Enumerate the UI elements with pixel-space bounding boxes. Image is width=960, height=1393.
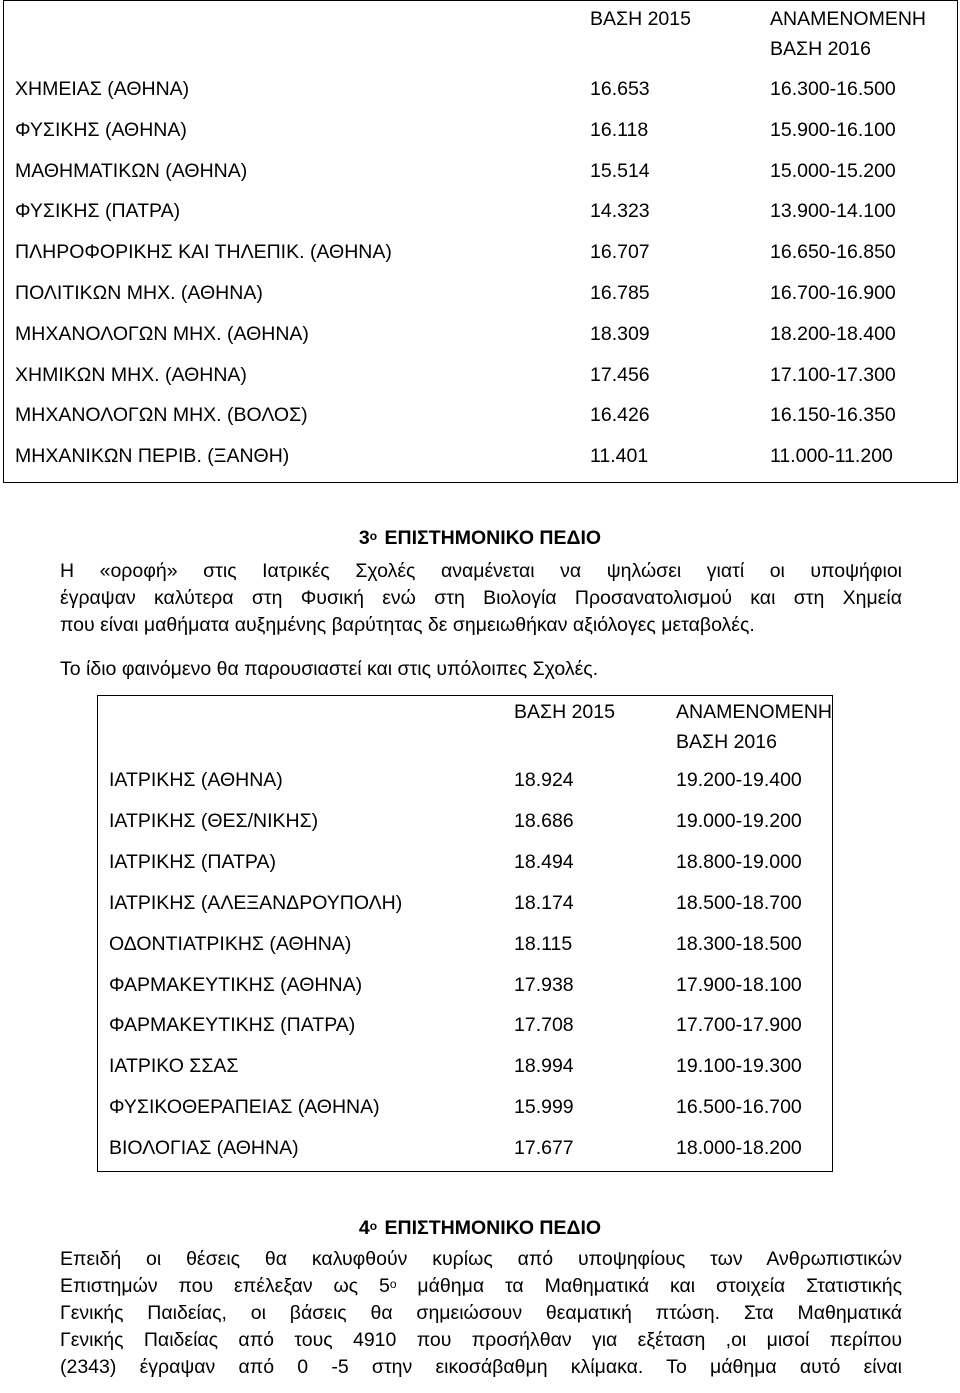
base-2015-value: 18.994	[514, 1055, 574, 1078]
expected-2016-range: 19.100-19.300	[676, 1055, 802, 1078]
base-2015-value: 16.118	[590, 118, 649, 141]
paragraph-line: (2343) έγραψαν από 0 -5 στην εικοσάβαθμη κλίμακα. Το μάθημα αυτό είναι	[60, 1356, 902, 1378]
expected-2016-range: 18.500-18.700	[676, 891, 802, 914]
base-2015-value: 18.924	[514, 769, 574, 791]
header-expected-2016: ΑΝΑΜΕΝΟΜΕΝΗ ΒΑΣΗ 2016	[770, 8, 927, 60]
section-4-title: $4^o$ ΕΠΙΣΤΗΜΟΝΙΚΟ ΠΕΔΙΟ	[358, 1217, 602, 1239]
base-2015-value: 18.686	[514, 809, 574, 832]
expected-2016-range: 16.150-16.350	[770, 404, 896, 427]
school-name: ΠΟΛΙΤΙΚΩΝ ΜΗΧ. (ΑΘΗΝΑ)	[15, 282, 263, 304]
expected-2016-range: 19.000-19.200	[676, 809, 802, 832]
section-4-paragraph	[60, 1246, 902, 1381]
school-name: ΟΔΟΝΤΙΑΤΡΙΚΗΣ (ΑΘΗΝΑ)	[109, 932, 352, 955]
base-2015-value: 14.323	[590, 200, 650, 223]
expected-2016-range: 13.900-14.100	[770, 200, 896, 223]
expected-2016-range: 17.100-17.300	[770, 363, 896, 386]
paragraph-line: Η «οροφή» στις Ιατρικές Σχολές αναμένεται να ψηλώσει γιατί οι υποψήφιοι	[60, 560, 902, 582]
base-2015-value: 17.677	[514, 1137, 574, 1160]
expected-2016-range: 18.000-18.200	[676, 1137, 802, 1160]
school-name: ΧΗΜΙΚΩΝ ΜΗΧ. (ΑΘΗΝΑ)	[15, 363, 247, 386]
school-name: ΙΑΤΡΙΚΗΣ (ΑΛΕΞΑΝΔΡΟΥΠΟΛΗ)	[109, 891, 403, 914]
header-base-2015: ΒΑΣΗ 2015	[590, 8, 691, 30]
base-2015-value: 16.426	[590, 404, 650, 427]
base-2015-value: 16.707	[590, 241, 650, 264]
base-2015-value: 15.999	[514, 1096, 574, 1119]
school-name: ΒΙΟΛΟΓΙΑΣ (ΑΘΗΝΑ)	[109, 1137, 299, 1160]
base-2015-value: 18.115	[514, 932, 573, 955]
expected-2016-range: 18.200-18.400	[770, 322, 896, 345]
school-name: ΧΗΜΕΙΑΣ (ΑΘΗΝΑ)	[15, 78, 190, 100]
paragraph-line: Γενικής Παιδείας, οι βάσεις θα σημειώσουν θεαματική πτώση. Στα Μαθηματικά	[60, 1302, 902, 1324]
school-name: ΠΛΗΡΟΦΟΡΙΚΗΣ ΚΑΙ ΤΗΛΕΠΙΚ. (ΑΘΗΝΑ)	[15, 241, 392, 264]
school-name: ΙΑΤΡΙΚΗΣ (ΑΘΗΝΑ)	[109, 769, 283, 791]
school-name: ΜΑΘΗΜΑΤΙΚΩΝ (ΑΘΗΝΑ)	[15, 159, 248, 182]
base-2015-value: 17.456	[590, 363, 650, 386]
expected-2016-range: 18.300-18.500	[676, 932, 802, 955]
base-2015-value: 17.708	[514, 1014, 574, 1037]
school-name: ΦΥΣΙΚΟΘΕΡΑΠΕΙΑΣ (ΑΘΗΝΑ)	[109, 1096, 380, 1119]
expected-2016-range: 18.800-19.000	[676, 850, 802, 873]
base-2015-value: 18.174	[514, 891, 574, 914]
school-name: ΙΑΤΡΙΚΗΣ (ΘΕΣ/ΝΙΚΗΣ)	[109, 809, 319, 832]
section-3-paragraph	[60, 558, 902, 639]
expected-2016-range: 16.500-16.700	[676, 1096, 802, 1119]
school-name: ΜΗΧΑΝΟΛΟΓΩΝ ΜΗΧ. (ΑΘΗΝΑ)	[15, 322, 309, 345]
school-name: ΦΑΡΜΑΚΕΥΤΙΚΗΣ (ΠΑΤΡΑ)	[109, 1014, 356, 1037]
expected-2016-range: 17.700-17.900	[676, 1014, 802, 1037]
expected-2016-range: 19.200-19.400	[676, 769, 802, 791]
school-name: ΦΑΡΜΑΚΕΥΤΙΚΗΣ (ΑΘΗΝΑ)	[109, 973, 363, 996]
paragraph-line: Επειδή οι θέσεις θα καλυφθούν κυρίως από υποψηφίους των Ανθρωπιστικών	[60, 1248, 902, 1270]
base-2015-value: 15.514	[590, 159, 650, 182]
expected-2016-range: 17.900-18.100	[676, 973, 802, 996]
school-name: ΜΗΧΑΝΟΛΟΓΩΝ ΜΗΧ. (ΒΟΛΟΣ)	[15, 404, 308, 427]
paragraph-line: Γενικής Παιδείας από τους 4910 που προσήλθαν για εξέταση ,οι μισοί περίπου	[60, 1329, 902, 1351]
school-name: ΦΥΣΙΚΗΣ (ΑΘΗΝΑ)	[15, 118, 187, 141]
bases-table-science	[3, 0, 958, 483]
base-2015-value: 18.494	[514, 850, 574, 873]
expected-2016-range: 15.900-16.100	[770, 118, 896, 141]
paragraph-line: Επιστημών που επέλεξαν ως $5^o$ μάθημα τα Μαθηματικά και στοιχεία Στατιστικής	[60, 1275, 902, 1297]
expected-2016-range: 16.300-16.500	[770, 78, 896, 100]
expected-2016-range: 16.650-16.850	[770, 241, 896, 264]
expected-2016-range: 15.000-15.200	[770, 159, 896, 182]
paragraph-line: που είναι μαθήματα αυξημένης βαρύτητας δε σημειωθήκαν αξιόλογες μεταβολές.	[60, 614, 755, 636]
base-2015-value: 18.309	[590, 322, 650, 345]
paragraph-line: έγραψαν καλύτερα στη Φυσική ενώ στη Βιολογία Προσανατολισμού και στη Χημεία	[60, 587, 902, 609]
school-name: ΦΥΣΙΚΗΣ (ΠΑΤΡΑ)	[15, 200, 181, 223]
school-name: ΙΑΤΡΙΚΟ ΣΣΑΣ	[109, 1055, 239, 1078]
base-2015-value: 16.653	[590, 78, 650, 100]
expected-2016-range: 11.000-11.200	[770, 445, 893, 468]
bases-table-health	[97, 695, 833, 1172]
section-3-title: $3^o$ ΕΠΙΣΤΗΜΟΝΙΚΟ ΠΕΔΙΟ	[358, 527, 602, 549]
section-3-note: Το ίδιο φαινόμενο θα παρουσιαστεί και στις υπόλοιπες Σχολές.	[60, 658, 599, 680]
expected-2016-range: 16.700-16.900	[770, 282, 896, 304]
header-base-2015: ΒΑΣΗ 2015	[514, 701, 615, 723]
header-expected-2016: ΑΝΑΜΕΝΟΜΕΝΗ ΒΑΣΗ 2016	[676, 701, 833, 753]
base-2015-value: 17.938	[514, 973, 574, 996]
base-2015-value: 16.785	[590, 282, 650, 304]
school-name: ΜΗΧΑΝΙΚΩΝ ΠΕΡΙΒ. (ΞΑΝΘΗ)	[15, 445, 290, 468]
base-2015-value: 11.401	[590, 445, 649, 468]
school-name: ΙΑΤΡΙΚΗΣ (ΠΑΤΡΑ)	[109, 850, 276, 873]
